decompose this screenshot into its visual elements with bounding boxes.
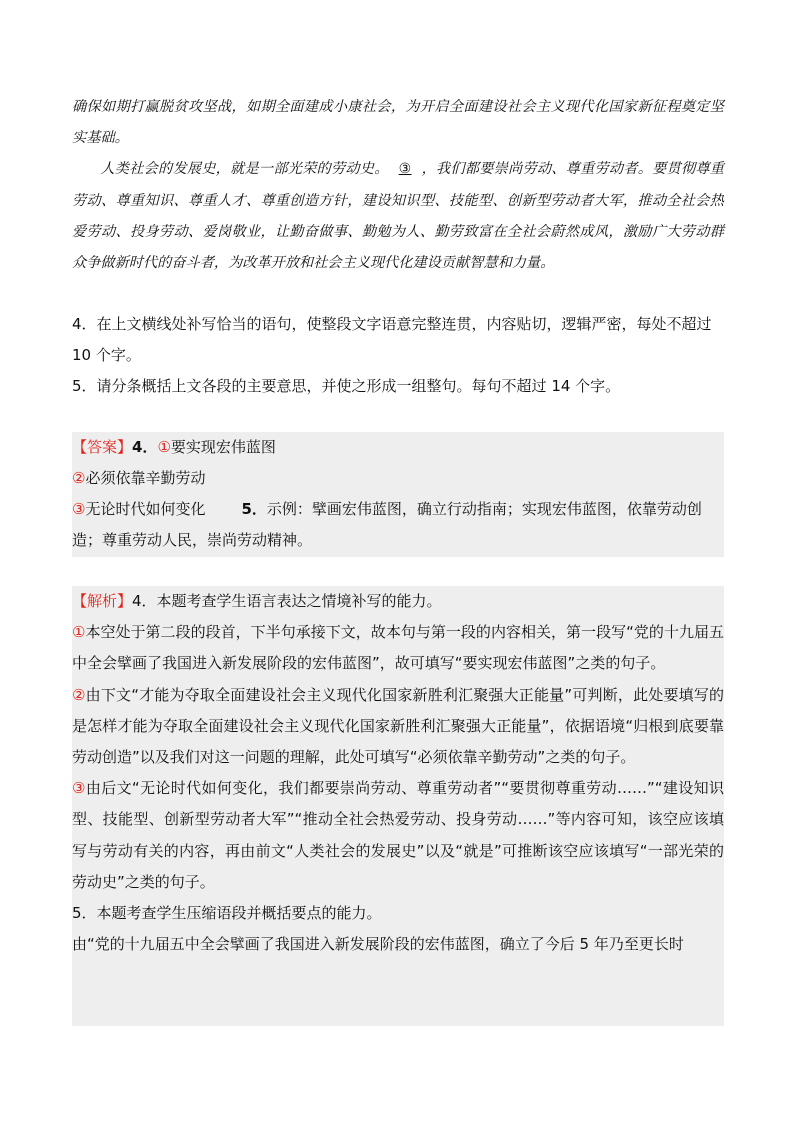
answer-item-1: 要实现宏伟蓝图 — [170, 438, 276, 456]
analysis-marker-2: ② — [72, 685, 86, 704]
answer-item-2: 必须依靠辛勤劳动 — [85, 469, 206, 487]
analysis-q5-text: 由“党的十九届五中全会擘画了我国进入新发展阶段的宏伟蓝图，确立了今后 5 年乃至更长时 — [72, 935, 684, 954]
answer-tag: 【答案】 — [72, 438, 133, 456]
passage-paragraph-2 — [72, 154, 724, 279]
passage-paragraph-2-start: 人类社会的发展史，就是一部光荣的劳动史。 — [100, 161, 389, 178]
analysis-marker-3: ③ — [72, 779, 86, 798]
answer-marker-3: ③ — [72, 500, 86, 518]
analysis-point-3 — [72, 773, 724, 898]
question-4: 4．在上文横线处补写恰当的语句，使整段文字语意完整连贯，内容贴切，逻辑严密，每处不超过 10 个字。 — [72, 315, 712, 364]
analysis-text-1: 本空处于第二段的段首，下半句承接下文，故本句与第一段的内容相关，第一段写“党的十九届五中全会擘画了我国进入新发展阶段的宏伟蓝图”，故可填写“要实现宏伟蓝图”之类的句子。 — [72, 623, 724, 673]
answer-line-2 — [72, 463, 724, 494]
answer-line-1 — [72, 432, 724, 463]
answer-q5-text: 示例：擘画宏伟蓝图，确立行动指南；实现宏伟蓝图，依靠劳动创造；尊重劳动人民，崇尚劳动精神。 — [72, 500, 702, 549]
question-5: 5．请分条概括上文各段的主要意思，并使之形成一组整句。每句不超过 14 个字。 — [72, 377, 621, 395]
analysis-marker-1: ① — [72, 623, 86, 642]
analysis-intro: 4．本题考查学生语言表达之情境补写的能力。 — [132, 592, 442, 610]
analysis-text-3: 由后文“无论时代如何变化，我们都要崇尚劳动、尊重劳动者”“要贯彻尊重劳动……”“建设知识型、技能型、创新型劳动者大军”“推动全社会热爱劳动、投身劳动……”等内容可知，该空应该填写与劳动有关的内容，再由前文“人类社会的发展史”以及“就是”可推断该空应该填写“一部光荣的劳动史”之类的句子。 — [72, 779, 725, 891]
analysis-box — [72, 586, 724, 1026]
fill-in-blank-3: ③ — [398, 161, 412, 178]
analysis-intro-line — [72, 586, 724, 617]
analysis-tag: 【解析】 — [72, 592, 133, 610]
reading-passage — [72, 92, 724, 279]
answer-q4-number: 4． — [132, 438, 158, 456]
answer-box — [72, 432, 724, 557]
passage-paragraph-2-rest: ，我们都要崇尚劳动、尊重劳动者。要贯彻尊重劳动、尊重知识、尊重人才、尊重创造方针，建设知识型、技能型、创新型劳动者大军，推动全社会热爱劳动、投身劳动、爱岗敬业，让勤奋做事、勤勉为人、勤劳致富在全社会蔚然成风，激励广大劳动群众争做新时代的奋斗者，为改革开放和社会主义现代化建设贡献智慧和力量。 — [72, 161, 724, 272]
analysis-q5-heading: 5．本题考查学生压缩语段并概括要点的能力。 — [72, 904, 382, 923]
analysis-point-2 — [72, 680, 724, 774]
analysis-point-1 — [72, 617, 724, 679]
analysis-text-2: 由下文“才能为夺取全面建设社会主义现代化国家新胜利汇聚强大正能量”可判断，此处要填写的是怎样才能为夺取全面建设社会主义现代化国家新胜利汇聚强大正能量”，依据语境“归根到底要靠劳动创造”以及我们对这一问题的理解，此处可填写“必须依靠辛勤劳动”之类的句子。 — [72, 685, 725, 767]
answer-marker-2: ② — [72, 469, 86, 487]
answer-marker-1: ① — [157, 438, 171, 456]
answer-line-3 — [72, 494, 724, 556]
answer-item-3: 无论时代如何变化 — [85, 500, 206, 518]
questions-section — [72, 309, 724, 402]
answer-q5-number: 5． — [241, 500, 267, 518]
passage-paragraph-1: 确保如期打赢脱贫攻坚战，如期全面建成小康社会，为开启全面建设社会主义现代化国家新征程奠定坚实基础。 — [72, 99, 724, 147]
